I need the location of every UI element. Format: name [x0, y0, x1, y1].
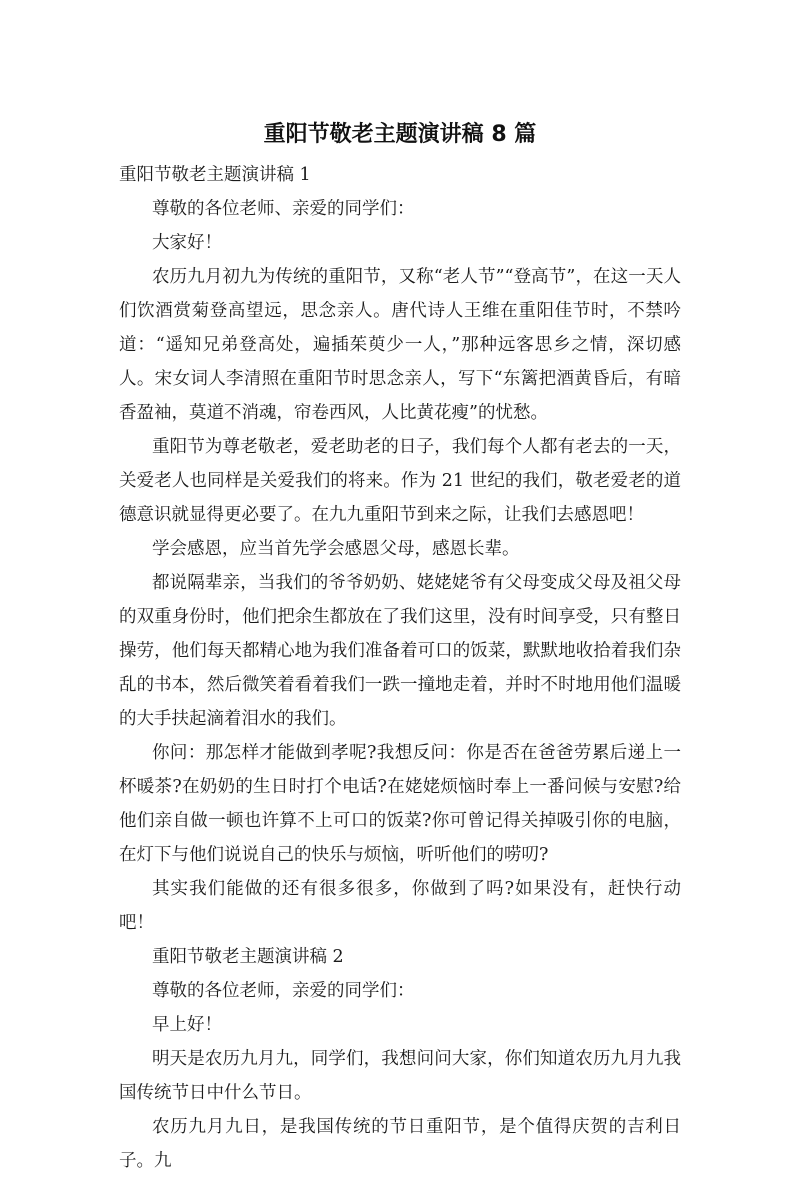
paragraph: 农历九月初九为传统的重阳节，又称“老人节”“登高节”，在这一天人们饮酒赏菊登高望远，思念亲人。唐代诗人王维在重阳佳节时，不禁吟道：“遥知兄弟登高处，遍插茱萸少一人，”那种远客思乡之情，深切感人。宋女词人李清照在重阳节时思念亲人，写下“东篱把酒黄昏后，有暗香盈袖，莫道不消魂，帘卷西风，人比黄花瘦”的忧愁。 — [119, 267, 681, 423]
paragraph-salutation: 尊敬的各位老师、亲爱的同学们： — [152, 199, 415, 219]
paragraph: 明天是农历九月九，同学们，我想问问大家，你们知道农历九月九我国传统节日中什么节日。 — [119, 1049, 681, 1103]
paragraph-salutation: 尊敬的各位老师，亲爱的同学们： — [152, 981, 415, 1001]
document-title: 重阳节敬老主题演讲稿 8 篇 — [263, 122, 537, 147]
section-heading: 重阳节敬老主题演讲稿 1 — [119, 165, 311, 185]
paragraph-greeting: 早上好！ — [152, 1015, 222, 1035]
paragraph: 你问：那怎样才能做到孝呢?我想反问：你是否在爸爸劳累后递上一杯暖茶?在奶奶的生日时打个电话?在姥姥烦恼时奉上一番问候与安慰?给他们亲自做一顿也许算不上可口的饭菜?你可曾记得关掉吸引你的电脑，在灯下与他们说说自己的快乐与烦恼，听听他们的唠叨? — [119, 743, 681, 865]
section-heading: 重阳节敬老主题演讲稿 2 — [152, 947, 344, 967]
paragraph-greeting: 大家好！ — [152, 233, 222, 253]
document-body — [119, 158, 681, 1178]
paragraph: 都说隔辈亲，当我们的爷爷奶奶、姥姥姥爷有父母变成父母及祖父母的双重身份时，他们把余生都放在了我们这里，没有时间享受，只有整日操劳，他们每天都精心地为我们准备着可口的饭菜，默默地收拾着我们杂乱的书本，然后微笑着看着我们一跌一撞地走着，并时不时地用他们温暖的大手扶起滴着泪水的我们。 — [119, 573, 681, 729]
paragraph: 学会感恩，应当首先学会感恩父母，感恩长辈。 — [152, 539, 520, 559]
paragraph: 农历九月九日，是我国传统的节日重阳节，是个值得庆贺的吉利日子。九 — [119, 1117, 681, 1171]
paragraph: 其实我们能做的还有很多很多，你做到了吗?如果没有，赶快行动吧！ — [119, 879, 681, 933]
paragraph: 重阳节为尊老敬老，爱老助老的日子，我们每个人都有老去的一天，关爱老人也同样是关爱我们的将来。作为 21 世纪的我们，敬老爱老的道德意识就显得更必要了。在九九重阳节到来之际，让我们去感恩吧！ — [119, 437, 681, 525]
